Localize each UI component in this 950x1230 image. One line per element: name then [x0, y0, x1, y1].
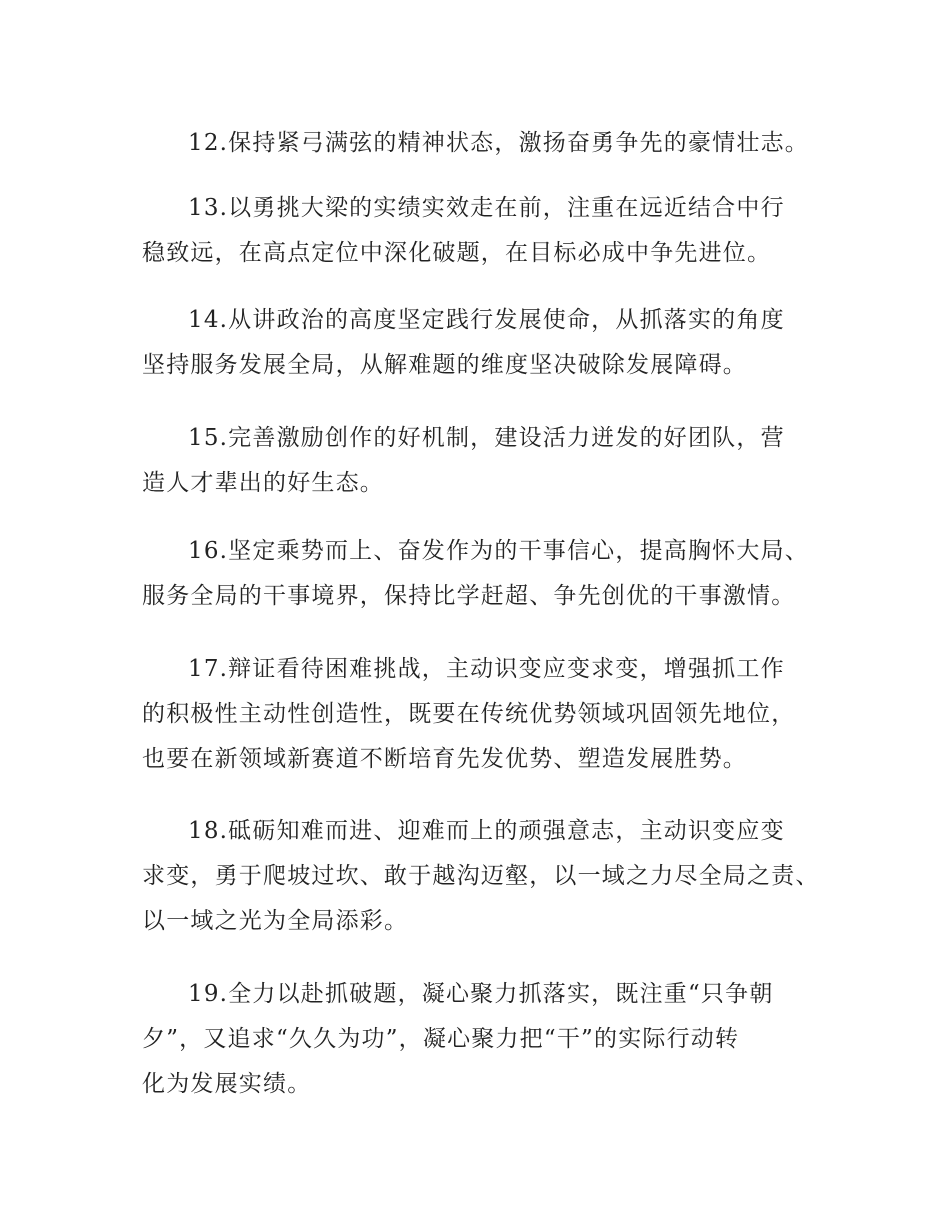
paragraph-14 — [142, 298, 822, 388]
paragraph-12 — [142, 121, 822, 166]
paragraph-line: 12.保持紧弓满弦的精神状态，激扬奋勇争先的豪情壮志。 — [188, 130, 809, 156]
paragraph-19 — [142, 972, 822, 1107]
paragraph-line: 13.以勇挑大梁的实绩实效走在前，注重在远近结合中行 — [188, 195, 785, 221]
paragraph-16 — [142, 529, 822, 619]
paragraph-line: 19.全力以赴抓破题，凝心聚力抓落实，既注重“只争朝 — [188, 981, 774, 1007]
paragraph-17 — [142, 647, 822, 782]
paragraph-line: 造人才辈出的好生态。 — [142, 470, 384, 496]
paragraph-line: 的积极性主动性创造性，既要在传统优势领域巩固领先地位， — [142, 701, 796, 727]
paragraph-line: 夕”，又追求“久久为功”，凝心聚力把“干”的实际行动转 — [142, 1026, 740, 1052]
paragraph-line: 稳致远，在高点定位中深化破题，在目标必成中争先进位。 — [142, 240, 772, 266]
paragraph-13 — [142, 186, 822, 276]
paragraph-line: 14.从讲政治的高度坚定践行发展使命，从抓落实的角度 — [188, 307, 785, 333]
paragraph-line: 18.砥砺知难而进、迎难而上的顽强意志，主动识变应变 — [188, 818, 785, 844]
paragraph-line: 15.完善激励创作的好机制，建设活力迸发的好团队，营 — [188, 425, 785, 451]
paragraph-18 — [142, 809, 822, 944]
paragraph-line: 坚持服务发展全局，从解难题的维度坚决破除发展障碍。 — [142, 352, 747, 378]
paragraph-line: 服务全局的干事境界，保持比学赶超、争先创优的干事激情。 — [142, 583, 796, 609]
paragraph-line: 也要在新领域新赛道不断培育先发优势、塑造发展胜势。 — [142, 746, 747, 772]
paragraph-line: 求变，勇于爬坡过坎、敢于越沟迈壑，以一域之力尽全局之责、 — [142, 863, 820, 889]
paragraph-line: 化为发展实绩。 — [142, 1071, 312, 1097]
paragraph-15 — [142, 416, 822, 506]
paragraph-line: 17.辩证看待困难挑战，主动识变应变求变，增强抓工作 — [188, 656, 785, 682]
paragraph-line: 以一域之光为全局添彩。 — [142, 908, 409, 934]
paragraph-line: 16.坚定乘势而上、奋发作为的干事信心，提高胸怀大局、 — [188, 538, 809, 564]
